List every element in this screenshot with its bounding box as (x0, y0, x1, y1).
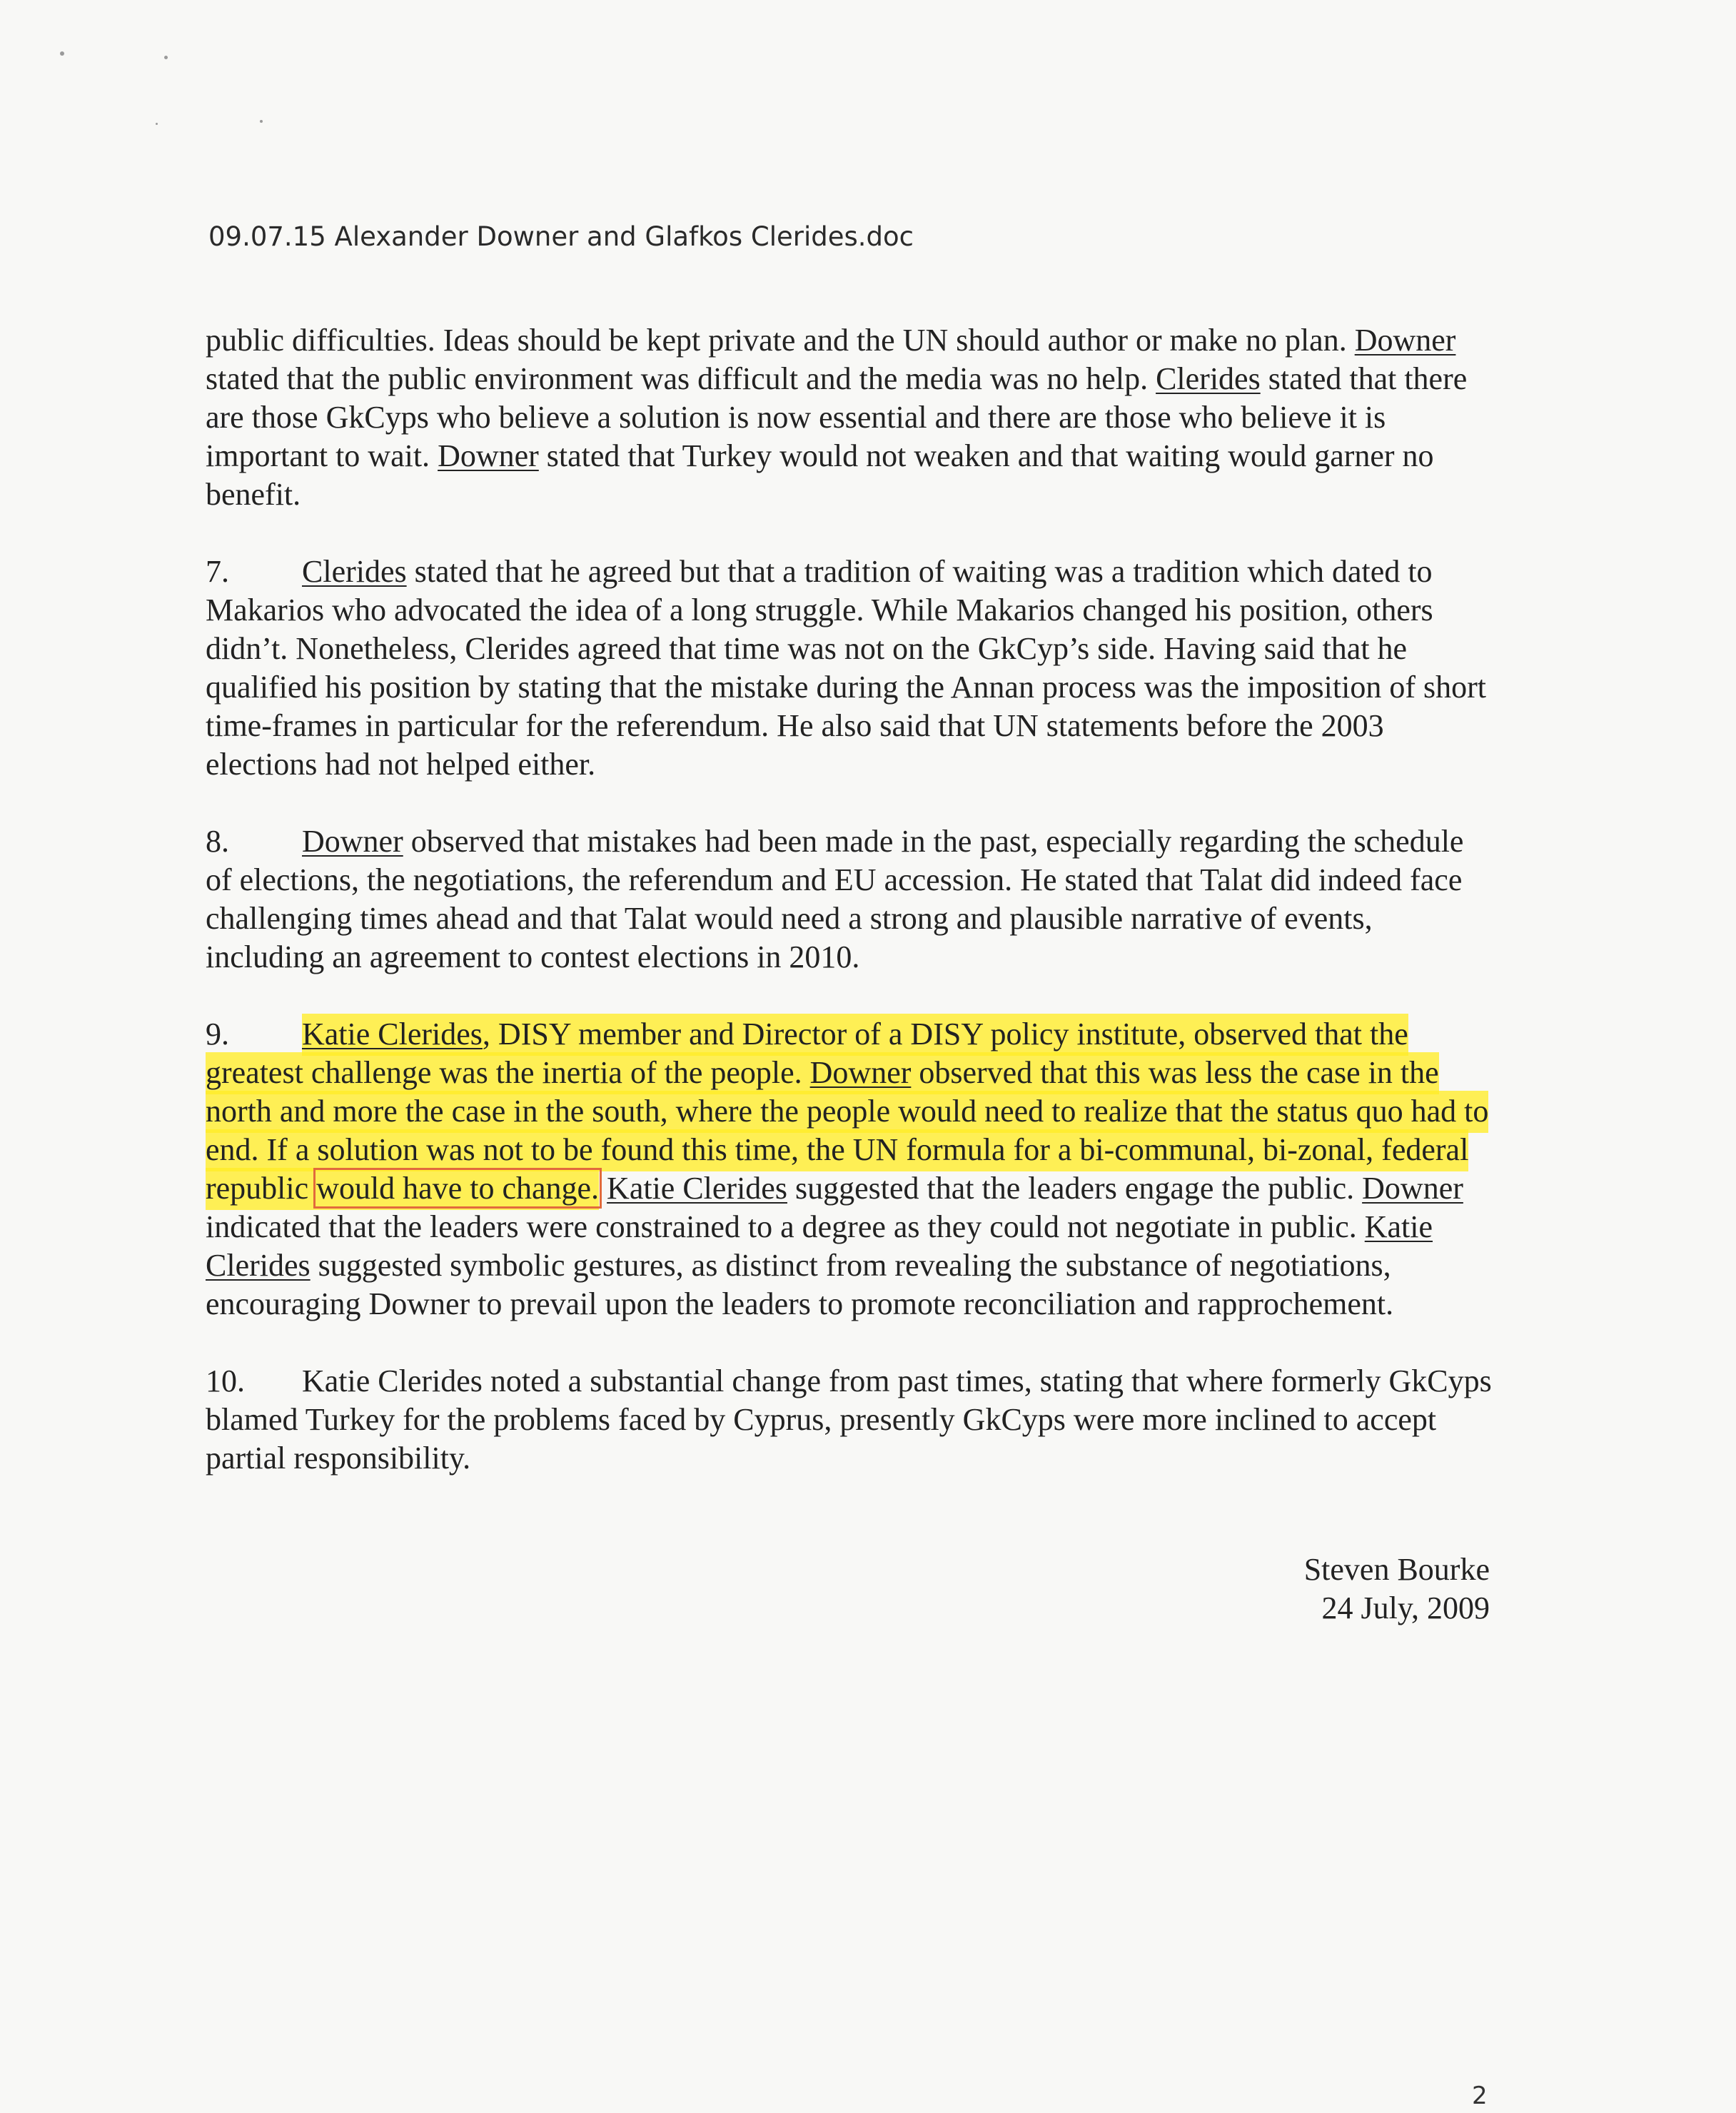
name-underlined: Clerides (302, 554, 407, 589)
text-run: stated that the public environment was difficult and the media was no help. (206, 361, 1149, 396)
paragraph-7 (206, 553, 1498, 784)
paragraph-number: 8. (206, 824, 229, 859)
scan-speck (260, 120, 263, 123)
text-run: observed that mistakes had been made in the past, especially regarding the schedule of elections, the negotiations, the referendum and EU accession. He stated that Talat did indeed face challenging times ahead and that Talat would need a strong and plausible narrative of events, including an agreement to contest elections in 2010. (206, 824, 1464, 974)
paragraph-8 (206, 822, 1498, 977)
signature-date: 24 July, 2009 (1321, 1590, 1490, 1625)
text-run: stated that he agreed but that a tradition of waiting was a tradition which dated to Makarios who advocated the idea of a long struggle. While Makarios changed his position, others didn’t. Nonetheless, Clerides agreed that time was not on the GkCyp’s side. Having said that he qualified his position by stating that the mistake during the Annan process was the imposition of short time-frames in particular for the referendum. He also said that UN statements before the 2003 elections had not helped either. (206, 554, 1486, 782)
document-body (206, 321, 1498, 1516)
page-number: 2 (1472, 2082, 1488, 2110)
signature-name: Steven Bourke (1303, 1552, 1490, 1587)
paragraph-continued (206, 321, 1498, 514)
text-run: observed that this was less the case in the north and more the case in the south, where the people would need to realize that the status quo had to end. If a solution was not to be found this time, the UN formula for a bi-communal, bi-zonal, federal republic (206, 1055, 1489, 1206)
text-run: stated that Turkey would not weaken and that waiting would garner no benefit. (206, 438, 1434, 512)
name-underlined: Downer (1362, 1171, 1463, 1206)
signature-block (1304, 1550, 1490, 1628)
text-run: public difficulties. Ideas should be kept private and the UN should author or make no plan. (206, 323, 1347, 358)
pen-boxed-phrase: would have to change. (316, 1171, 600, 1206)
paragraph-number: 10. (206, 1363, 245, 1398)
name-underlined: Downer (809, 1055, 912, 1090)
scan-speck (164, 56, 168, 59)
paragraph-number: 7. (206, 554, 229, 589)
name-underlined: Katie Clerides (206, 1209, 1433, 1283)
name-underlined: Katie Clerides (302, 1017, 483, 1052)
text-run: stated that there are those GkCyps who believe a solution is now essential and there are those who believe it is important to wait. (206, 361, 1468, 473)
scan-speck (60, 51, 64, 56)
text-run: suggested symbolic gestures, as distinct from revealing the substance of negotiations, encouraging Downer to prevail upon the leaders to promote reconciliation and rapprochement. (206, 1248, 1394, 1321)
name-underlined: Katie Clerides (607, 1171, 787, 1206)
text-run: indicated that the leaders were constrained to a degree as they could not negotiate in public. (206, 1209, 1357, 1244)
text-run: Katie Clerides noted a substantial change from past times, stating that where formerly GkCyps blamed Turkey for the problems faced by Cyprus, presently GkCyps were more inclined to accept partial responsibility. (206, 1363, 1492, 1476)
text-run: , DISY member and Director of a DISY policy institute, observed that the greatest challenge was the inertia of the people. (206, 1017, 1408, 1090)
name-underlined: Downer (1354, 323, 1456, 358)
name-underlined: Downer (438, 438, 539, 473)
name-underlined: Downer (302, 824, 403, 859)
paragraph-number: 9. (206, 1017, 229, 1052)
document-header: 09.07.15 Alexander Downer and Glafkos Clerides.doc (208, 221, 914, 252)
text-run: suggested that the leaders engage the public. (794, 1171, 1355, 1206)
paragraph-10 (206, 1362, 1498, 1478)
scan-speck (156, 123, 158, 125)
paragraph-9 (206, 1015, 1498, 1323)
name-underlined: Clerides (1156, 361, 1261, 396)
